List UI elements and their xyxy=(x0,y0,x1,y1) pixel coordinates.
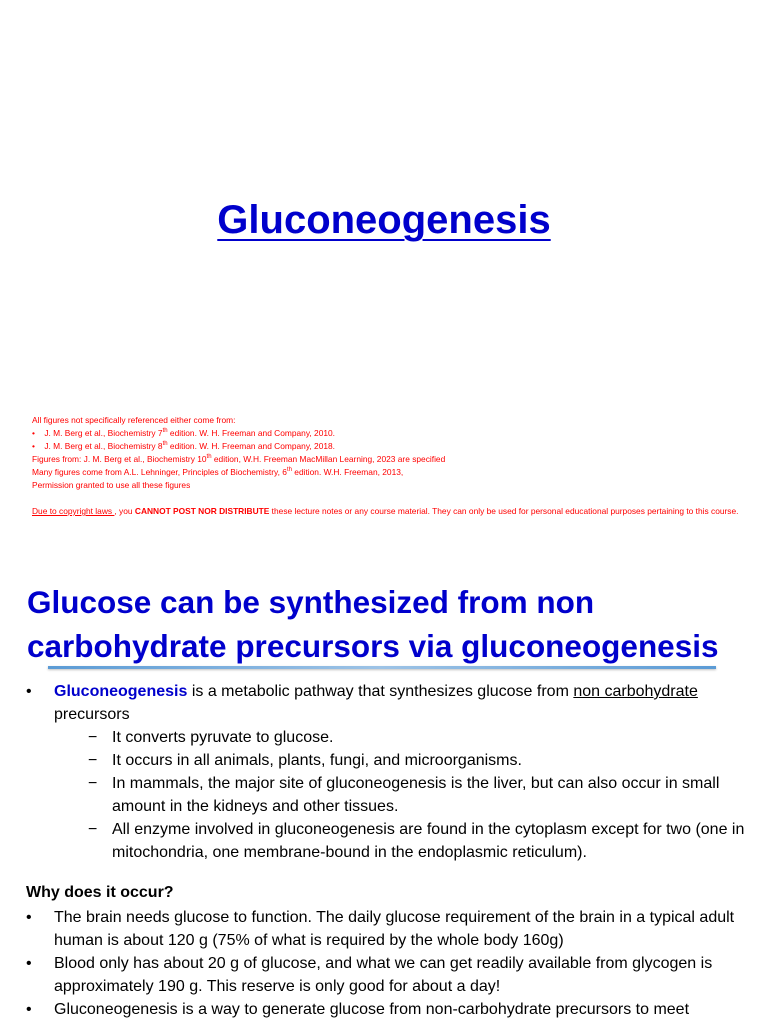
slide-content xyxy=(0,560,768,1024)
slide-title-heading: Gluconeogenesis xyxy=(217,198,551,242)
dash-icon: − xyxy=(88,821,98,838)
copyright-notice: Due to copyright laws , you CANNOT POST NOR DISTRIBUTE these lecture notes or any course material. They can only be used for personal educational purposes pertaining to this course. xyxy=(32,506,739,516)
why-point: • The brain needs glucose to function. The daily glucose requirement of the brain in a typical adult human is about 120 g (75% of what is required by the whole body 160g) xyxy=(26,906,756,952)
slide-heading: Glucose can be synthesized from non carbohydrate precursors via gluconeogenesis xyxy=(27,584,719,664)
dash-icon: − xyxy=(88,752,98,769)
bullet-icon: • xyxy=(26,955,32,972)
bullet-icon: • xyxy=(32,441,35,451)
why-point: • Blood only has about 20 g of glucose, and what we can get readily available from glycogen is approximately 190 g. This reserve is only good for about a day! xyxy=(26,952,756,998)
dash-icon: − xyxy=(88,729,98,746)
bullet-icon: • xyxy=(26,683,32,700)
credits-lehninger: Many figures come from A.L. Lehninger, Principles of Biochemistry, 6th edition. W.H. Freeman, 2013, xyxy=(32,467,404,477)
bullet-icon: • xyxy=(26,1001,32,1018)
title-divider xyxy=(48,666,716,669)
credits-reference: • J. M. Berg et al., Biochemistry 7th edition. W. H. Freeman and Company, 2010. xyxy=(32,428,336,438)
sub-point: − It occurs in all animals, plants, fungi, and microorganisms. xyxy=(26,749,756,772)
credits-figures-source: Figures from: J. M. Berg et al., Biochemistry 10th edition, W.H. Freeman MacMillan Learning, 2023 are specified xyxy=(32,454,446,464)
credits-block xyxy=(32,414,744,518)
credits-intro: All figures not specifically referenced either come from: xyxy=(32,415,236,425)
why-heading: Why does it occur? xyxy=(26,884,174,901)
why-point: • Gluconeogenesis is a way to generate glucose from non-carbohydrate precursors to meet xyxy=(26,998,756,1021)
credits-permission: Permission granted to use all these figures xyxy=(32,480,191,490)
bullet-icon: • xyxy=(26,909,32,926)
sub-point: − All enzyme involved in gluconeogenesis are found in the cytoplasm except for two (one in mitochondria, one membrane-bound in the endoplasmic reticulum). xyxy=(26,818,756,864)
sub-point: − In mammals, the major site of gluconeogenesis is the liver, but can also occur in small amount in the kidneys and other tissues. xyxy=(26,772,756,818)
bullet-icon: • xyxy=(32,428,35,438)
definition-bullet: • Gluconeogenesis is a metabolic pathway that synthesizes glucose from non carbohydrate precursors xyxy=(26,680,756,726)
sub-point: − It converts pyruvate to glucose. xyxy=(26,726,756,749)
dash-icon: − xyxy=(88,775,98,792)
term-gluconeogenesis: Gluconeogenesis xyxy=(54,683,188,700)
slide-body xyxy=(26,680,756,1021)
credits-reference: • J. M. Berg et al., Biochemistry 8th edition. W. H. Freeman and Company, 2018. xyxy=(32,441,336,451)
